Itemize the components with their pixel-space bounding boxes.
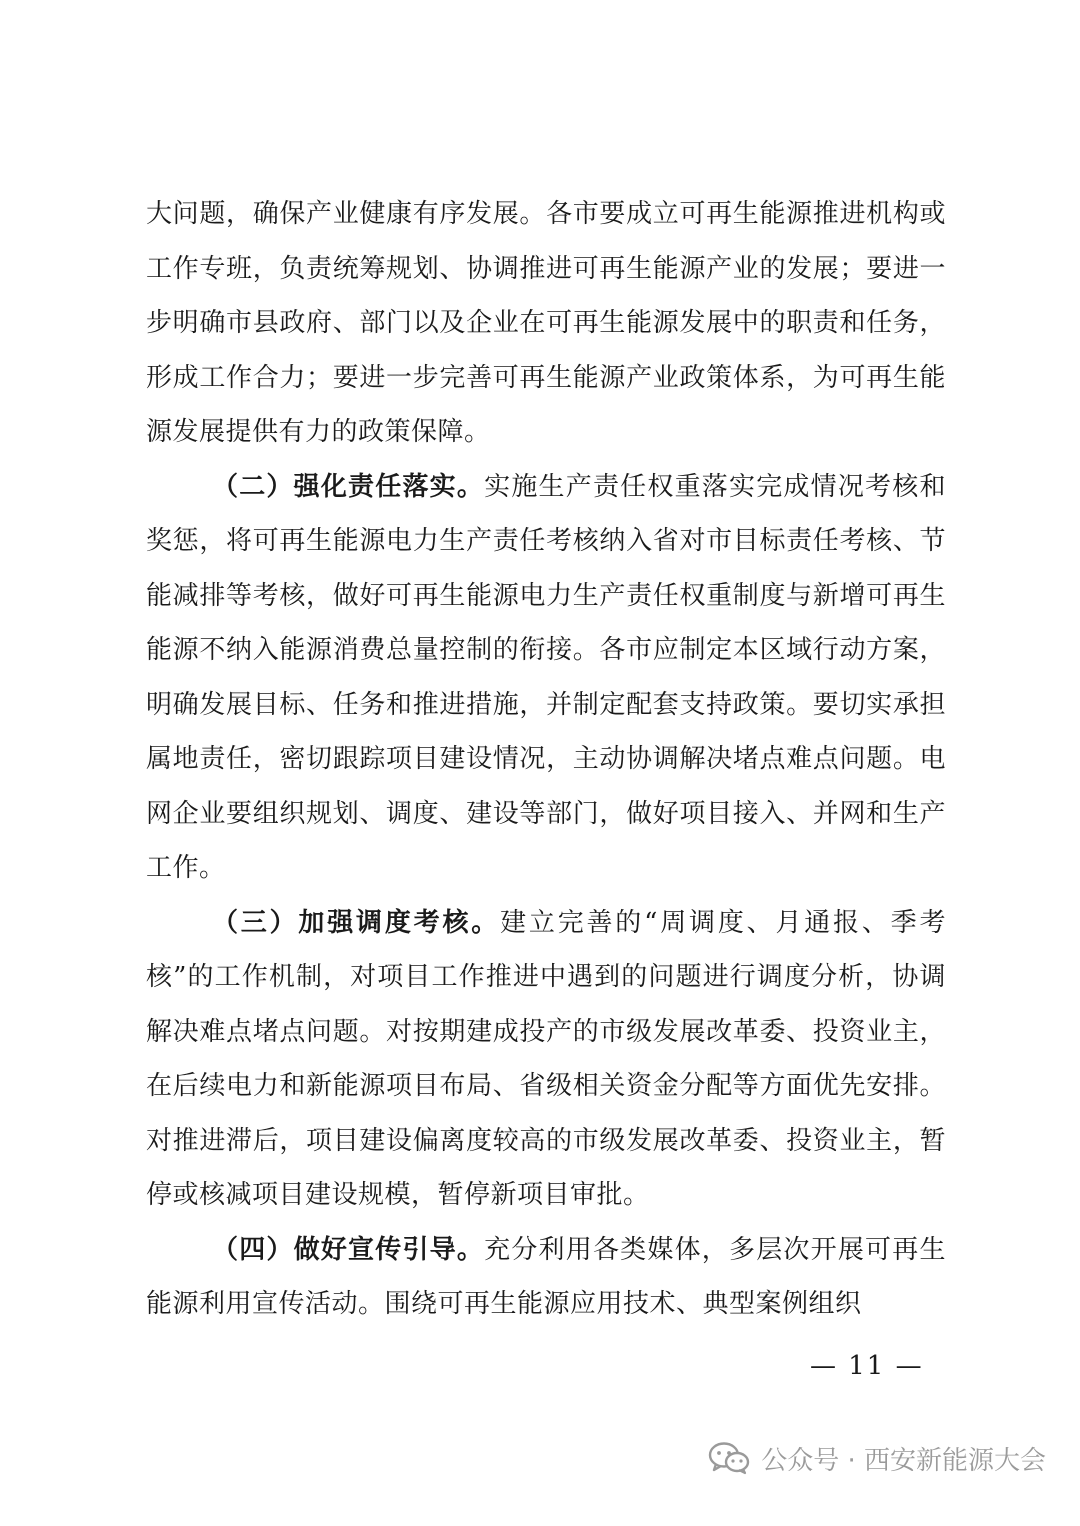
paragraph-3 — [146, 896, 946, 1223]
paragraph-2 — [146, 460, 946, 896]
paragraph-2-text: 实施生产责任权重落实完成情况考核和奖惩，将可再生能源电力生产责任考核纳入省对市目标责任考核、节能减排等考核，做好可再生能源电力生产责任权重制度与新增可再生能源不纳入能源消费总量控制的衔接。各市应制定本区域行动方案，明确发展目标、任务和推进措施，并制定配套支持政策。要切实承担属地责任，密切跟踪项目建设情况，主动协调解决堵点难点问题。电网企业要组织规划、调度、建设等部门，做好项目接入、并网和生产工作。 — [146, 471, 946, 883]
document-body — [146, 187, 946, 1332]
page-number: — 11 — — [810, 1351, 924, 1381]
paragraph-1 — [146, 187, 946, 460]
section-heading-4: （四）做好宣传引导。 — [212, 1234, 485, 1265]
section-heading-3: （三）加强调度考核。 — [212, 907, 501, 938]
watermark — [707, 1438, 1046, 1478]
watermark-text: 公众号 · 西安新能源大会 — [761, 1445, 1046, 1476]
section-heading-2: （二）强化责任落实。 — [212, 471, 485, 502]
paragraph-1-text: 大问题，确保产业健康有序发展。各市要成立可再生能源推进机构或工作专班，负责统筹规划、协调推进可再生能源产业的发展；要进一步明确市县政府、部门以及企业在可再生能源发展中的职责和任务，形成工作合力；要进一步完善可再生能源产业政策体系，为可再生能源发展提供有力的政策保障。 — [146, 199, 946, 447]
paragraph-3-text: 建立完善的“周调度、月通报、季考核”的工作机制，对项目工作推进中遇到的问题进行调度分析，协调解决难点堵点问题。对按期建成投产的市级发展改革委、投资业主，在后续电力和新能源项目布局、省级相关资金分配等方面优先安排。对推进滞后，项目建设偏离度较高的市级发展改革委、投资业主，暂停或核减项目建设规模，暂停新项目审批。 — [146, 907, 946, 1210]
wechat-icon — [707, 1441, 751, 1475]
paragraph-4 — [146, 1223, 946, 1332]
paragraph-4-text: 充分利用各类媒体，多层次开展可再生能源利用宣传活动。围绕可再生能源应用技术、典型案例组织 — [146, 1234, 946, 1319]
